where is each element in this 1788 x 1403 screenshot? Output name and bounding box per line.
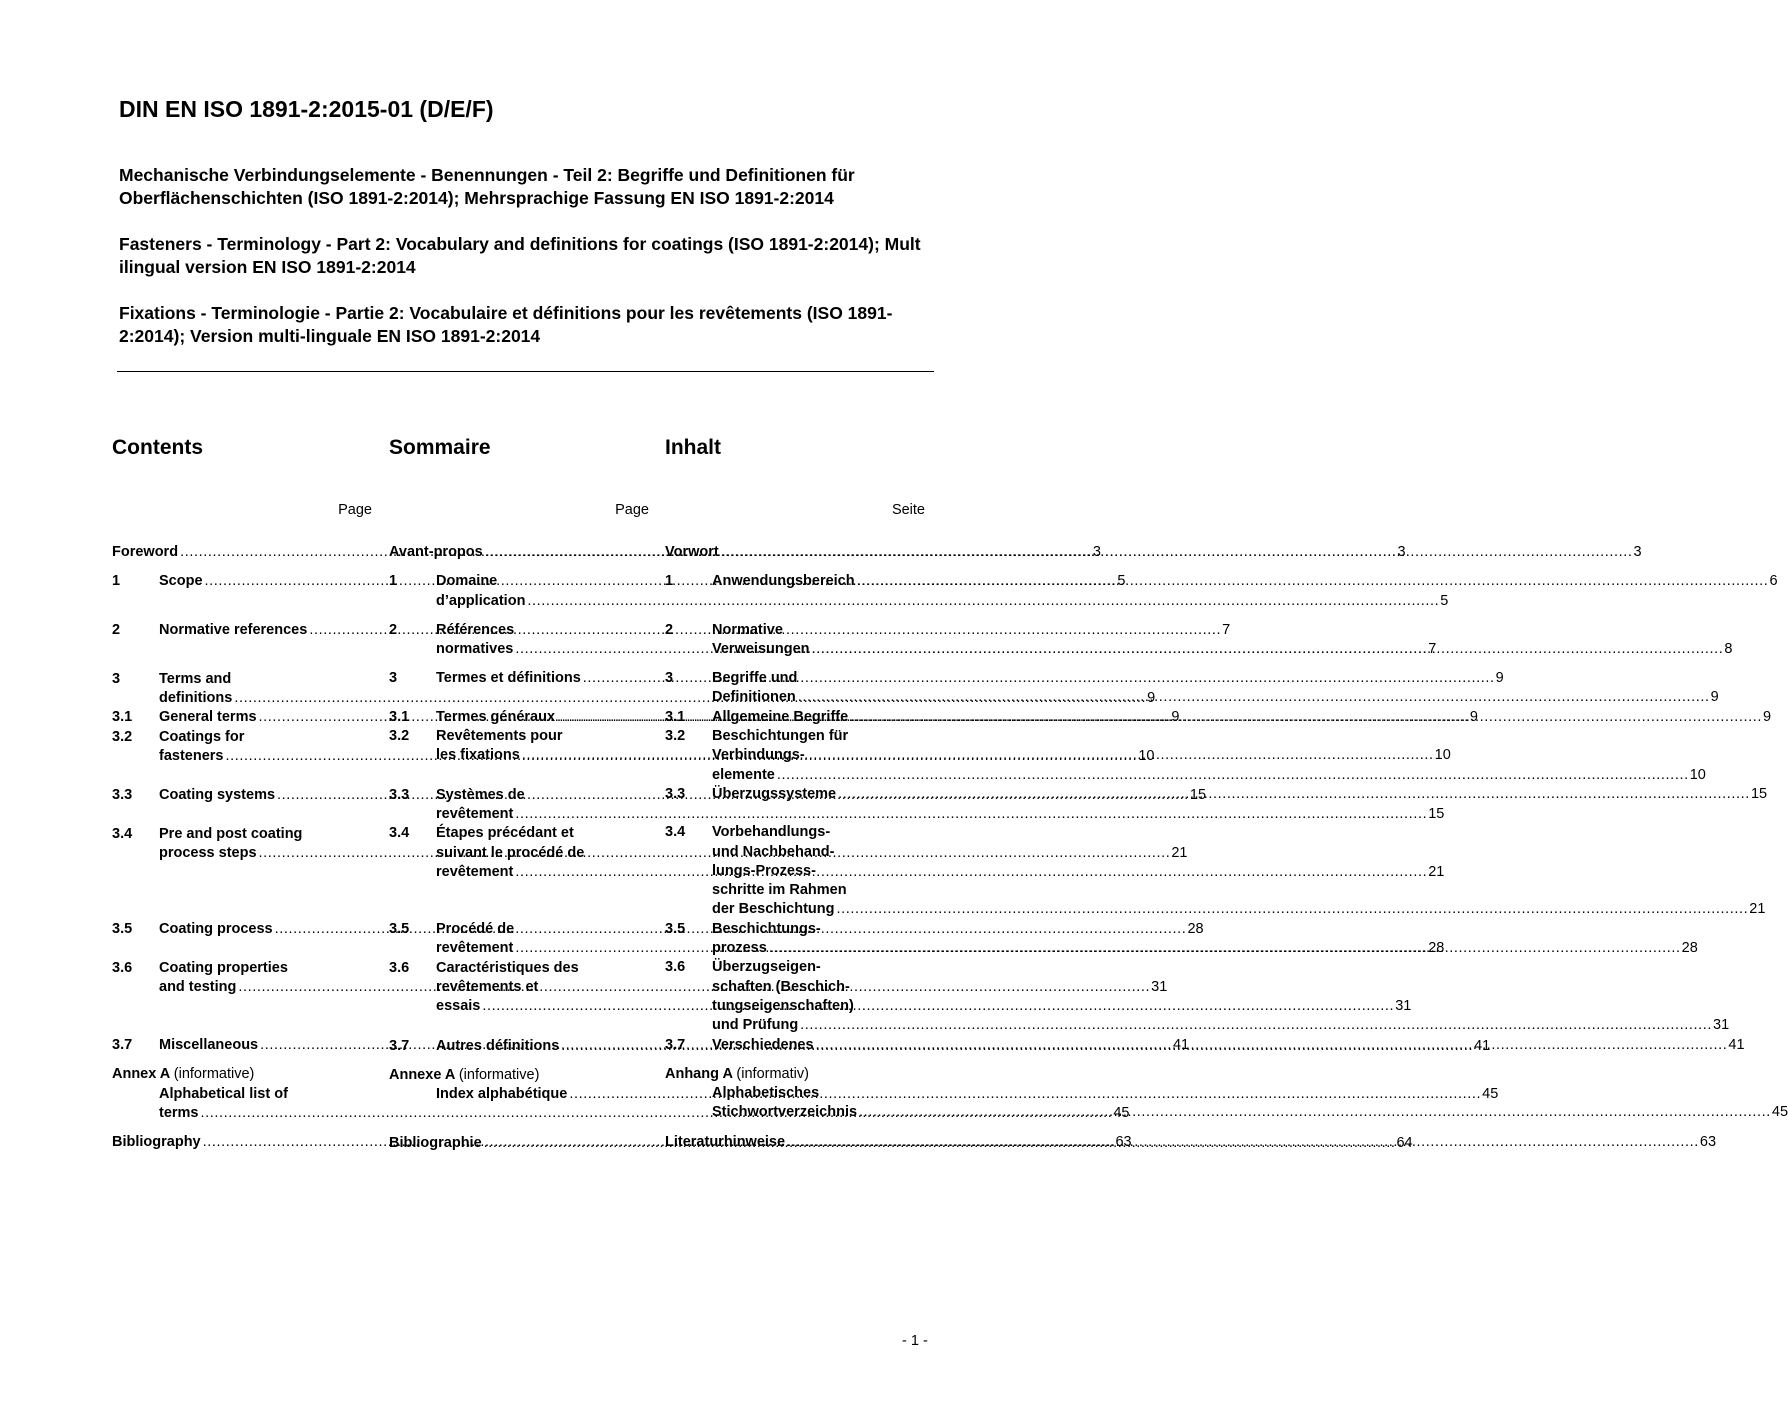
document-title: DIN EN ISO 1891-2:2015-01 (D/E/F) bbox=[119, 96, 494, 122]
toc-entry-foreword[interactable]: Avant-propos ..... 3 bbox=[389, 543, 649, 562]
subtitle-english: Fasteners - Terminology - Part 2: Vocabulary and definitions for coatings (ISO 1891-2:2014); Mult ilingual version EN ISO 1891-2:2014 bbox=[119, 234, 921, 277]
toc-entry-3-1[interactable]: 3.1 General terms ..... 9 bbox=[112, 708, 372, 727]
toc-entry-3-3[interactable]: 3.3 Überzugssysteme ..... 15 bbox=[665, 785, 925, 804]
page-column-label: Seite bbox=[891, 502, 925, 518]
toc-entry-2[interactable]: 2 Normative references ..... 7 bbox=[112, 621, 372, 640]
toc-entry-bibliography[interactable]: Literaturhinweise ..... 63 bbox=[665, 1133, 925, 1152]
toc-heading: Inhalt bbox=[665, 436, 721, 459]
toc-entry-1[interactable]: 1 Anwendungsbereich ..... 6 bbox=[665, 572, 925, 591]
toc-entry-3-5[interactable]: 3.5 Coating process ..... 28 bbox=[112, 920, 372, 939]
toc-entry-3-1[interactable]: 3.1 Allgemeine Begriffe ..... 9 bbox=[665, 708, 925, 727]
toc-entry-3-7[interactable]: 3.7 Verschiedenes ..... 41 bbox=[665, 1036, 925, 1055]
toc-entry-3-3[interactable]: 3.3 Coating systems ..... 15 bbox=[112, 786, 372, 805]
toc-entry-3-1[interactable]: 3.1 Termes généraux ..... 9 bbox=[389, 708, 649, 727]
toc-entry-2[interactable]: 2 Normative Verweisungen ..... 8 bbox=[665, 621, 925, 660]
toc-entry-annex[interactable]: Annex A (informative) Alphabetical list of terms ..... 45 bbox=[112, 1065, 372, 1123]
subtitle-french: Fixations - Terminologie - Partie 2: Vocabulaire et définitions pour les revêtements (ISO 1891-2:2014); Version multi-linguale EN ISO 1891-2:2014 bbox=[119, 303, 893, 346]
page-column-label: Page bbox=[615, 502, 649, 518]
title-divider bbox=[117, 371, 934, 372]
toc-entry-annex[interactable]: Anhang A (informativ) Alphabetisches Stichwortverzeichnis ..... 45 bbox=[665, 1065, 925, 1123]
toc-entry-3-5[interactable]: 3.5 Procédé de revêtement ..... 28 bbox=[389, 920, 649, 959]
toc-entry-foreword[interactable]: Vorwort ..... 3 bbox=[665, 543, 925, 562]
toc-entry-bibliography[interactable]: Bibliography ..... 63 bbox=[112, 1133, 372, 1152]
subtitle-german: Mechanische Verbindungselemente - Benennungen - Teil 2: Begriffe und Definitionen für Oberflächenschichten (ISO 1891-2:2014); Mehrsprachige Fassung EN ISO 1891-2:2014 bbox=[119, 165, 855, 208]
toc-entry-3-6[interactable]: 3.6 Coating properties and testing ..... 31 bbox=[112, 959, 372, 998]
toc-entry-foreword[interactable]: Foreword ..... 3 bbox=[112, 543, 372, 562]
toc-entry-3-2[interactable]: 3.2 Revêtements pour les fixations ..... 10 bbox=[389, 727, 649, 766]
toc-entry-3-4[interactable]: 3.4 Pre and post coating process steps ..... 21 bbox=[112, 825, 372, 864]
toc-entry-3[interactable]: 3 Begriffe und Definitionen ..... 9 bbox=[665, 669, 925, 708]
toc-entry-1[interactable]: 1 Domaine d’application ..... 5 bbox=[389, 572, 649, 611]
toc-entry-annex[interactable]: Annexe A (informative) Index alphabétique ..... 45 bbox=[389, 1066, 649, 1105]
toc-entry-2[interactable]: 2 Références normatives ..... 7 bbox=[389, 621, 649, 660]
toc-entry-3-4[interactable]: 3.4 Vorbehandlungs- und Nachbehand- lungs-Prozess- schritte im Rahmen der Beschichtung ..... 21 bbox=[665, 823, 925, 919]
toc-entry-3[interactable]: 3 Terms and definitions ..... 9 bbox=[112, 670, 372, 709]
document-subtitles bbox=[119, 164, 934, 348]
toc-entry-3-6[interactable]: 3.6 Caractéristiques des revêtements et essais ..... 31 bbox=[389, 959, 649, 1017]
toc-entry-3-5[interactable]: 3.5 Beschichtungs- prozess ..... 28 bbox=[665, 920, 925, 959]
page-number: - 1 - bbox=[902, 1333, 928, 1349]
toc-heading: Contents bbox=[112, 436, 203, 459]
toc-entry-3-2[interactable]: 3.2 Beschichtungen für Verbindungs- elemente ..... 10 bbox=[665, 727, 925, 785]
toc-entry-3-4[interactable]: 3.4 Étapes précédant et suivant le procédé de revêtement ..... 21 bbox=[389, 824, 649, 882]
toc-entry-3-2[interactable]: 3.2 Coatings for fasteners ..... 10 bbox=[112, 728, 372, 767]
toc-heading: Sommaire bbox=[389, 436, 491, 459]
toc-entry-bibliography[interactable]: Bibliographie ..... 64 bbox=[389, 1134, 649, 1153]
toc-entry-3-6[interactable]: 3.6 Überzugseigen- schaften (Beschich- tungseigenschaften) und Prüfung ..... 31 bbox=[665, 958, 925, 1035]
toc-entry-3-7[interactable]: 3.7 Miscellaneous ..... 41 bbox=[112, 1036, 372, 1055]
toc-entry-3-7[interactable]: 3.7 Autres définitions ..... 41 bbox=[389, 1037, 649, 1056]
toc-entry-3[interactable]: 3 Termes et définitions ..... 9 bbox=[389, 669, 649, 688]
toc-entry-3-3[interactable]: 3.3 Systèmes de revêtement ..... 15 bbox=[389, 786, 649, 825]
toc-entry-1[interactable]: 1 Scope ..... 5 bbox=[112, 572, 372, 591]
page-column-label: Page bbox=[338, 502, 372, 518]
